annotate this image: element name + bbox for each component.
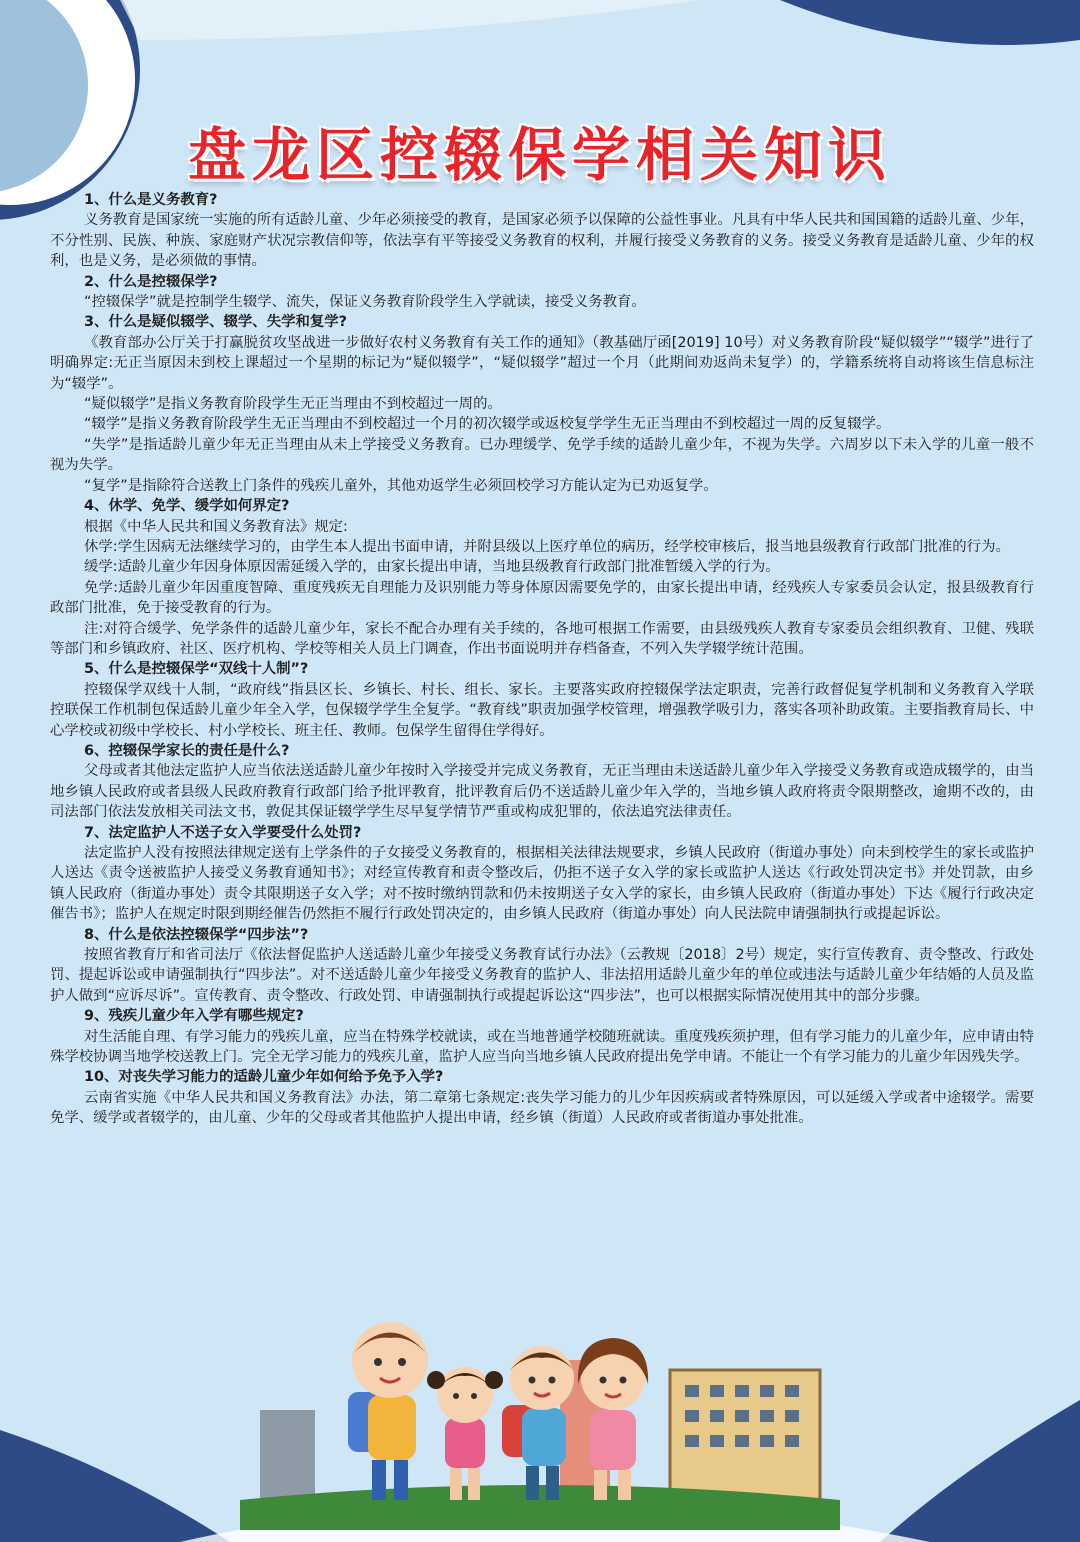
paragraph: 义务教育是国家统一实施的所有适龄儿童、少年必须接受的教育，是国家必须予以保障的公益性事业。凡具有中华人民共和国国籍的适龄儿童、少年，不分性别、民族、种族、家庭财产状况宗教信仰等，依法享有平等接受义务教育的权利，并履行接受义务教育的义务。接受义务教育是适龄儿童、少年的权利，也是义务，是必须做的事情。: [50, 212, 1034, 270]
paragraph: “控辍保学”就是控制学生辍学、流失，保证义务教育阶段学生入学就读，接受义务教育。: [84, 294, 646, 311]
paragraph: 对生活能自理、有学习能力的残疾儿童，应当在特殊学校就读，或在当地普通学校随班就读。重度残疾须护理，但有学习能力的儿童少年，应申请由特殊学校协调当地学校送教上门。完全无学习能力的残疾儿童，监护人应当向当地乡镇人民政府提出免学申请。不能让一个有学习能力的儿童少年因残失学。: [50, 1028, 1034, 1066]
paragraph: 父母或者其他法定监护人应当依法送适龄儿童少年按时入学接受并完成义务教育，无正当理由未送适龄儿童少年入学接受义务教育或造成辍学的，由当地乡镇人民政府或者县级人民政府教育行政部门给予批评教育，批评教育后仍不送适龄儿童少年入学的，当地乡镇人政府将责令限期整改，逾期不改的，由司法部门依法发放相关司法文书，敦促其保证辍学学生尽早复学情节严重或构成犯罪的，依法追究法律责任。: [50, 763, 1034, 821]
page-title: 盘龙区控辍保学相关知识: [187, 121, 892, 189]
section-heading: 6、控辍保学家长的责任是什么?: [84, 742, 290, 759]
section-heading: 10、对丧失学习能力的适龄儿童少年如何给予免予入学?: [84, 1069, 444, 1086]
section-heading: 5、什么是控辍保学“双线十人制”?: [84, 661, 309, 678]
section-heading: 4、休学、免学、缓学如何界定?: [84, 498, 290, 515]
section-heading: 1、什么是义务教育?: [84, 192, 218, 208]
paragraph: “失学”是指适龄儿童少年无正当理由从未上学接受义务教育。已办理缓学、免学手续的适龄儿童少年，不视为失学。六周岁以下未入学的儿童一般不视为失学。: [50, 436, 1034, 474]
paragraph: 休学:学生因病无法继续学习的，由学生本人提出书面申请，并附县级以上医疗单位的病历，经学校审核后，报当地县级教育行政部门批准的行为。: [84, 538, 1010, 555]
paragraph: 缓学:适龄儿童少年因身体原因需延缓入学的，由家长提出申请，当地县级教育行政部门批准暂缓入学的行为。: [84, 559, 780, 576]
paragraph: 免学:适龄儿童少年因重度智障、重度残疾无自理能力及识别能力等身体原因需要免学的，由家长提出申请，经残疾人专家委员会认定，报县级教育行政部门批准，免于接受教育的行为。: [50, 579, 1034, 617]
section-10: [50, 1067, 1034, 1128]
section-5: [50, 659, 1034, 741]
paragraph: 《教育部办公厅关于打赢脱贫攻坚战进一步做好农村义务教育有关工作的通知》（教基础厅函[2019] 10号）对义务教育阶段“疑似辍学”“辍学”进行了明确界定:无正当原因未到校上课超过一个星期的标记为“疑似辍学”，“疑似辍学”超过一个月（此期间劝返尚未复学）的，学籍系统将自动将该生信息标注为“辍学”。: [50, 334, 1034, 392]
paragraph: 根据《中华人民共和国义务教育法》规定:: [84, 518, 348, 535]
section-heading: 2、什么是控辍保学?: [84, 273, 218, 290]
section-4: [50, 496, 1034, 659]
children-to-school-illustration: [240, 1300, 840, 1530]
section-heading: 9、残疾儿童少年入学有哪些规定?: [84, 1008, 304, 1025]
section-3: [50, 312, 1034, 496]
section-heading: 7、法定监护人不送子女入学要受什么处罚?: [84, 824, 362, 841]
section-2: [50, 272, 1034, 313]
paragraph: “辍学”是指义务教育阶段学生无正当理由不到校超过一个月的初次辍学或返校复学学生无正当理由不到校超过一周的反复辍学。: [84, 416, 891, 433]
boy-icon: [348, 1322, 428, 1500]
section-9: [50, 1006, 1034, 1067]
section-heading: 8、什么是依法控辍保学“四步法”?: [84, 926, 309, 943]
content-body: [50, 190, 1034, 1129]
girl-icon: [427, 1367, 503, 1500]
paragraph: “复学”是指除符合送教上门条件的残疾儿童外，其他劝返学生必须回校学习方能认定为已劝返复学。: [84, 477, 718, 494]
section-heading: 3、什么是疑似辍学、辍学、失学和复学?: [84, 314, 348, 331]
section-8: [50, 925, 1034, 1007]
section-1: [50, 190, 1034, 272]
paragraph: 法定监护人没有按照法律规定送有上学条件的子女接受义务教育的，根据相关法律法规要求，乡镇人民政府（街道办事处）向未到校学生的家长或监护人送达《责令送被监护人接受义务教育通知书》；对经宣传教育和责令整改后，仍拒不送子女入学的家长或监护人送达《行政处罚决定书》并处罚款，由乡镇人民政府（街道办事处）责令其限期送子女入学；对不按时缴纳罚款和仍未按期送子女入学的家长，由乡镇人民政府（街道办事处）下达《履行行政决定催告书》；监护人在规定时限到期经催告仍然拒不履行行政处罚决定的，由乡镇人民政府（街道办事处）向人民法院申请强制执行或提起诉讼。: [50, 845, 1034, 923]
paragraph: 控辍保学双线十人制，“政府线”指县区长、乡镇长、村长、组长、家长。主要落实政府控辍保学法定职责，完善行政督促复学机制和义务教育入学联控联保工作机制包保适龄儿童少年全入学，包保辍学学生全复学。“教育线”职责加强学校管理，增强教学吸引力，落实各项补助政策。主要指教育局长、中心学校或初级中学校长、村小学校长、班主任、教师。包保学生留得住学得好。: [50, 681, 1034, 739]
paragraph: 按照省教育厅和省司法厅《依法督促监护人送适龄儿童少年接受义务教育试行办法》（云教规〔2018〕2号）规定，实行宣传教育、责令整改、行政处罚、提起诉讼或申请强制执行“四步法”。对不送适龄儿童少年接受义务教育的监护人、非法招用适龄儿童少年的单位或违法与适龄儿童少年结婚的人员及监护人做到“应诉尽诉”。宣传教育、责令整改、行政处罚、申请强制执行或提起诉讼这“四步法”，也可以根据实际情况使用其中的部分步骤。: [50, 947, 1034, 1004]
building-icon: [260, 1410, 315, 1500]
paragraph: 注:对符合缓学、免学条件的适龄儿童少年，家长不配合办理有关手续的，各地可根据工作需要，由县级残疾人教育专家委员会组织教育、卫健、残联等部门和乡镇政府、社区、医疗机构、学校等相关人员上门调查，作出书面说明并存档备查，不列入失学辍学统计范围。: [50, 620, 1034, 657]
section-7: [50, 823, 1034, 925]
section-6: [50, 741, 1034, 823]
paragraph: “疑似辍学”是指义务教育阶段学生无正当理由不到校超过一周的。: [84, 396, 502, 413]
paragraph: 云南省实施《中华人民共和国义务教育法》办法，第二章第七条规定:丧失学习能力的儿少年因疾病或者特殊原因，可以延缓入学或者中途辍学。需要免学、缓学或者辍学的，由儿童、少年的父母或者其他监护人提出申请，经乡镇（街道）人民政府或者街道办事处批准。: [50, 1089, 1034, 1127]
